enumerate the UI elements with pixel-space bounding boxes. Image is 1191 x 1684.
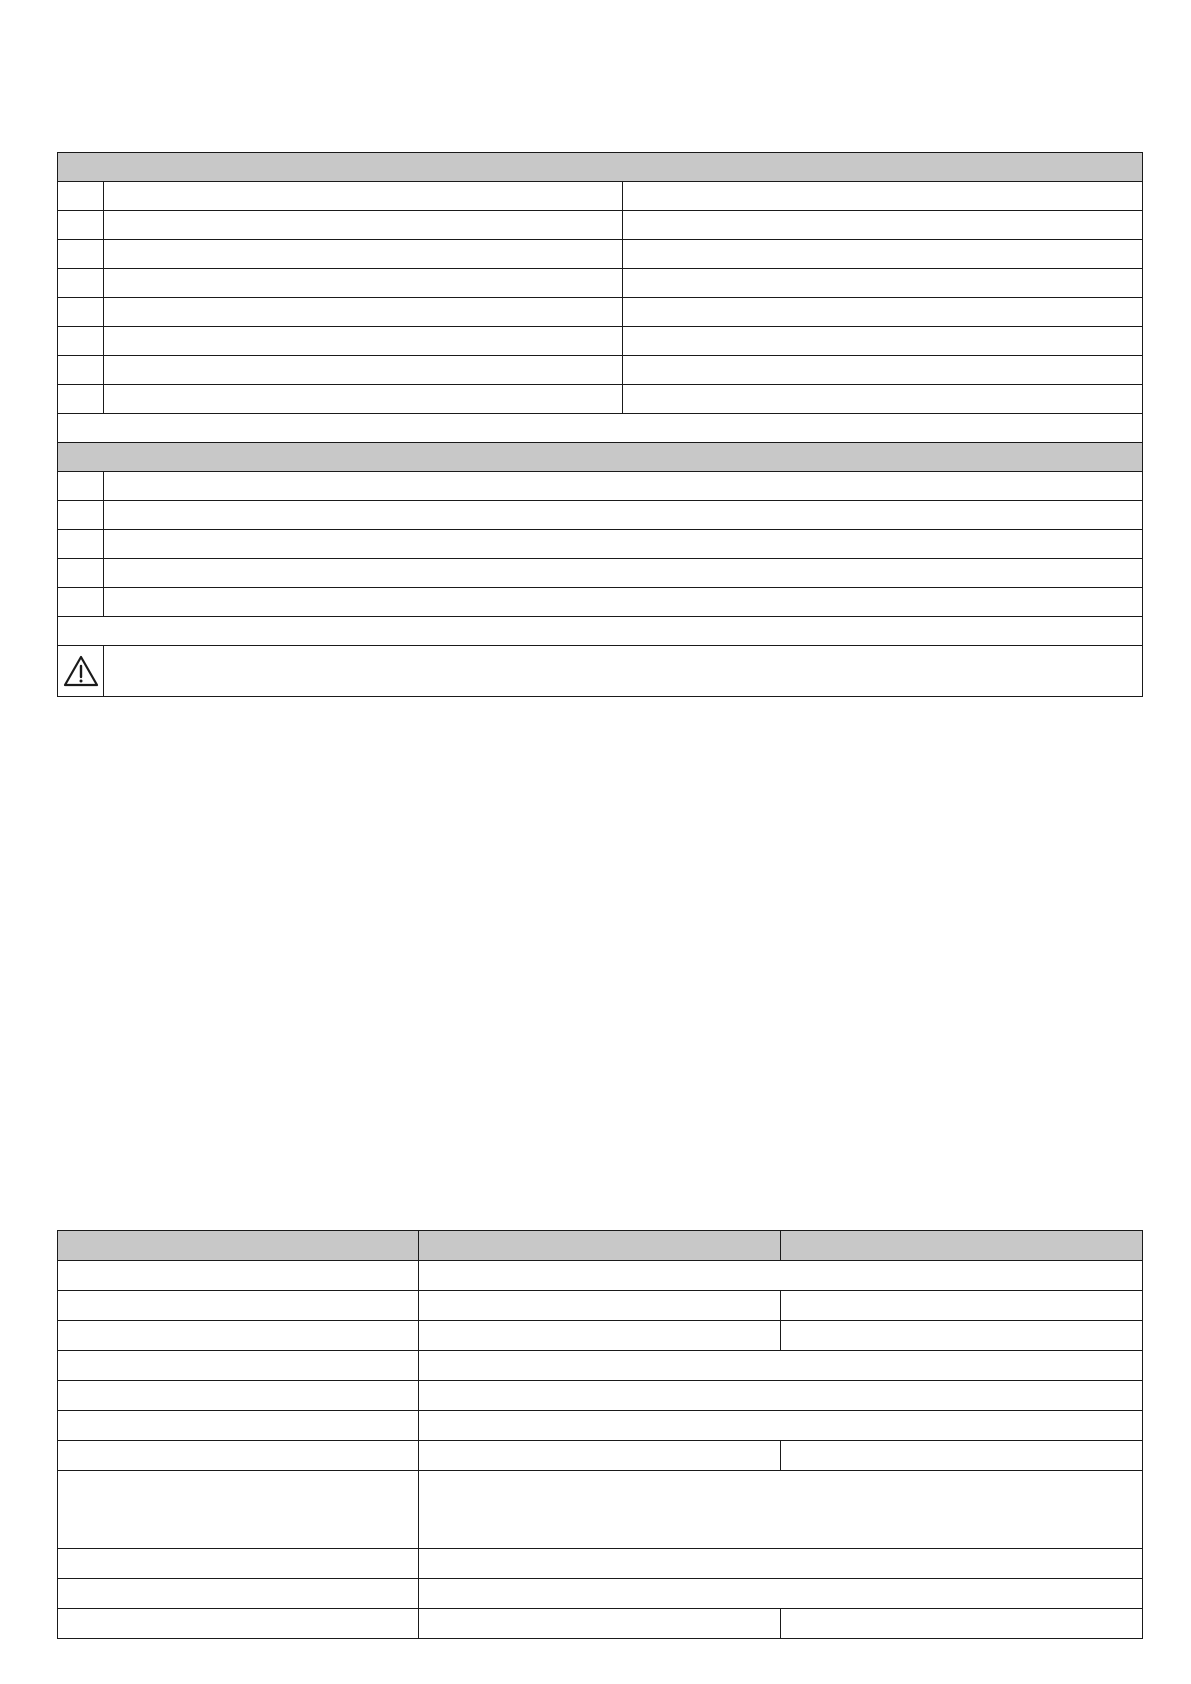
spec-label [58, 1549, 419, 1579]
spacer-row [58, 617, 1143, 646]
row-description [104, 182, 623, 211]
spec-header-col-a [419, 1231, 781, 1261]
spec-label [58, 1579, 419, 1609]
spec-value-a [419, 1291, 781, 1321]
table-row [58, 298, 1143, 327]
table-row [58, 559, 1143, 588]
section-1-header [58, 153, 1143, 182]
spec-value-b [781, 1441, 1143, 1471]
row-number [58, 559, 104, 588]
spec-label [58, 1609, 419, 1639]
table-row [58, 385, 1143, 414]
spec-value-b [781, 1321, 1143, 1351]
row-value [623, 269, 1143, 298]
row-text [104, 588, 1143, 617]
spec-label [58, 1441, 419, 1471]
row-number [58, 269, 104, 298]
spec-label [58, 1471, 419, 1549]
row-number [58, 356, 104, 385]
spec-label [58, 1261, 419, 1291]
row-value [623, 211, 1143, 240]
row-number [58, 385, 104, 414]
spec-row [58, 1261, 1143, 1291]
spec-value-b [781, 1291, 1143, 1321]
spec-row [58, 1411, 1143, 1441]
spec-row [58, 1549, 1143, 1579]
table-row [58, 530, 1143, 559]
row-description [104, 240, 623, 269]
spec-value [419, 1411, 1143, 1441]
row-number [58, 240, 104, 269]
row-number [58, 327, 104, 356]
row-description [104, 356, 623, 385]
table-row [58, 182, 1143, 211]
spec-row [58, 1471, 1143, 1549]
section-1-header-row [58, 153, 1143, 182]
spec-header-col-b [781, 1231, 1143, 1261]
spec-value [419, 1351, 1143, 1381]
table-row [58, 588, 1143, 617]
spec-value [419, 1471, 1143, 1549]
row-number [58, 472, 104, 501]
spec-value-b [781, 1609, 1143, 1639]
spec-value [419, 1579, 1143, 1609]
table-row [58, 472, 1143, 501]
spec-row [58, 1351, 1143, 1381]
table-row [58, 327, 1143, 356]
spec-row [58, 1321, 1143, 1351]
warning-text [104, 646, 1143, 697]
row-number [58, 182, 104, 211]
row-value [623, 182, 1143, 211]
row-number [58, 530, 104, 559]
row-description [104, 211, 623, 240]
row-value [623, 298, 1143, 327]
spec-row [58, 1441, 1143, 1471]
specifications-table [57, 1230, 1143, 1639]
spec-value [419, 1381, 1143, 1411]
table-row [58, 240, 1143, 269]
spec-label [58, 1351, 419, 1381]
row-text [104, 501, 1143, 530]
table-row [58, 269, 1143, 298]
spec-label [58, 1291, 419, 1321]
row-text [104, 559, 1143, 588]
warning-row [58, 646, 1143, 697]
table-row [58, 356, 1143, 385]
row-description [104, 269, 623, 298]
section-2-header-row [58, 443, 1143, 472]
spec-label [58, 1321, 419, 1351]
row-number [58, 501, 104, 530]
spec-value-a [419, 1441, 781, 1471]
row-text [104, 472, 1143, 501]
spec-row [58, 1381, 1143, 1411]
row-number [58, 298, 104, 327]
row-text [104, 530, 1143, 559]
row-description [104, 385, 623, 414]
row-value [623, 385, 1143, 414]
row-description [104, 298, 623, 327]
spec-value-a [419, 1321, 781, 1351]
row-number [58, 588, 104, 617]
row-description [104, 327, 623, 356]
spec-header-label [58, 1231, 419, 1261]
table-row [58, 501, 1143, 530]
parts-table [57, 152, 1143, 697]
spec-header-row [58, 1231, 1143, 1261]
row-number [58, 211, 104, 240]
spec-label [58, 1381, 419, 1411]
warning-icon-cell [58, 646, 104, 697]
table-row [58, 211, 1143, 240]
row-value [623, 240, 1143, 269]
spacer-row [58, 414, 1143, 443]
spec-value [419, 1549, 1143, 1579]
section-2-header [58, 443, 1143, 472]
warning-triangle-icon [58, 655, 103, 687]
spec-row [58, 1609, 1143, 1639]
row-value [623, 327, 1143, 356]
spec-row [58, 1291, 1143, 1321]
spec-row [58, 1579, 1143, 1609]
spec-label [58, 1411, 419, 1441]
row-value [623, 356, 1143, 385]
spec-value [419, 1261, 1143, 1291]
spec-value-a [419, 1609, 781, 1639]
